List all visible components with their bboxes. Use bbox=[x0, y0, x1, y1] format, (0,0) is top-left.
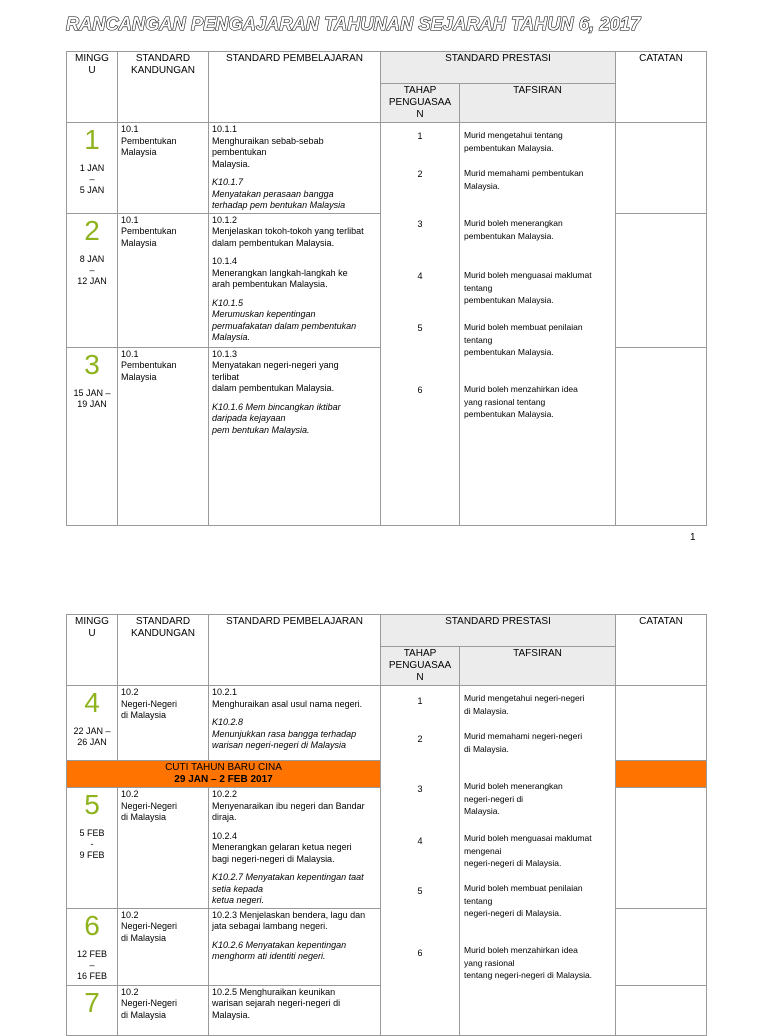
week-row bbox=[67, 686, 707, 761]
standard-pembelajaran-cell bbox=[209, 347, 381, 525]
document-title: RANCANGAN PENGAJARAN TAHUNAN SEJARAH TAHUN 6, 2017 bbox=[66, 14, 641, 34]
tahap-level: 2 bbox=[417, 169, 423, 179]
standard-pembelajaran-cell bbox=[209, 788, 381, 909]
tafsiran-item: Murid boleh menguasai maklumat mengenai negeri-negeri di Malaysia. bbox=[464, 833, 592, 868]
header-catatan: CATATAN bbox=[616, 52, 707, 123]
week-dates: 1 JAN – 5 JAN bbox=[79, 163, 105, 195]
holiday-banner bbox=[67, 761, 381, 788]
tafsiran-item: Murid boleh menzahirkan idea yang rasional tentang pembentukan Malaysia. bbox=[464, 384, 578, 419]
catatan-cell bbox=[616, 213, 707, 347]
catatan-cell bbox=[616, 788, 707, 909]
tafsiran-item: Murid boleh membuat penilaian tentang negeri-negeri di Malaysia. bbox=[464, 883, 583, 918]
holiday-catatan bbox=[616, 761, 707, 788]
standard-kandungan-cell: 10.1 Pembentukan Malaysia bbox=[118, 123, 209, 214]
minggu-cell bbox=[67, 213, 118, 347]
learning-standard-item: 10.2.5 Menghuraikan keunikan warisan sejarah negeri-negeri di Malaysia. bbox=[212, 986, 341, 1020]
holiday-dates: 29 JAN – 2 FEB 2017 bbox=[174, 774, 273, 785]
week-number: 6 bbox=[84, 909, 100, 941]
standard-kandungan-cell: 10.2 Negeri-Negeri di Malaysia bbox=[118, 908, 209, 985]
minggu-cell bbox=[67, 347, 118, 525]
header-standard-kandungan: STANDARD KANDUNGAN bbox=[118, 52, 209, 123]
minggu-cell bbox=[67, 686, 118, 761]
kemahiran-item: K10.1.6 Mem bincangkan iktibar daripada kejayaan pem bentukan Malaysia. bbox=[212, 401, 341, 435]
tafsiran-item: Murid boleh membuat penilaian tentang pembentukan Malaysia. bbox=[464, 322, 583, 357]
header-standard-kandungan: STANDARD KANDUNGAN bbox=[118, 615, 209, 686]
header-minggu: MINGG U bbox=[67, 615, 118, 686]
week-number: 1 bbox=[84, 124, 100, 155]
week-number: 2 bbox=[84, 214, 100, 246]
tahap-level: 3 bbox=[417, 219, 423, 229]
tafsiran-cell bbox=[460, 123, 616, 526]
plan-table-page-2 bbox=[66, 614, 707, 1036]
tafsiran-item: Murid memahami pembentukan Malaysia. bbox=[464, 168, 584, 191]
holiday-name: CUTI TAHUN BARU CINA bbox=[165, 762, 282, 773]
learning-standard-item: 10.2.4 Menerangkan gelaran ketua negeri bagi negeri-negeri di Malaysia. bbox=[212, 830, 352, 864]
standard-kandungan-cell: 10.2 Negeri-Negeri di Malaysia bbox=[118, 985, 209, 1035]
header-tafsiran: TAFSIRAN bbox=[460, 84, 616, 123]
standard-kandungan-cell: 10.1 Pembentukan Malaysia bbox=[118, 213, 209, 347]
standard-kandungan-cell: 10.1 Pembentukan Malaysia bbox=[118, 347, 209, 525]
tahap-level: 5 bbox=[417, 886, 423, 896]
header-tahap-penguasaan: TAHAP PENGUASAA N bbox=[381, 647, 460, 686]
standard-pembelajaran-cell bbox=[209, 908, 381, 985]
minggu-cell bbox=[67, 788, 118, 909]
minggu-cell bbox=[67, 908, 118, 985]
tahap-level: 6 bbox=[417, 948, 423, 958]
catatan-cell bbox=[616, 686, 707, 761]
catatan-cell bbox=[616, 123, 707, 214]
kemahiran-item: K10.1.5 Merumuskan kepentingan permuafakatan dalam pembentukan Malaysia. bbox=[212, 297, 357, 342]
learning-standard-item: 10.1.1 Menghuraikan sebab-sebab pembentukan Malaysia. bbox=[212, 124, 324, 169]
standard-kandungan-cell: 10.2 Negeri-Negeri di Malaysia bbox=[118, 788, 209, 909]
kemahiran-item: K10.1.7 Menyatakan perasaan bangga terhadap pem bentukan Malaysia bbox=[212, 177, 346, 210]
standard-pembelajaran-cell bbox=[209, 686, 381, 761]
header-catatan: CATATAN bbox=[616, 615, 707, 686]
header-tahap-penguasaan: TAHAP PENGUASAA N bbox=[381, 84, 460, 123]
week-number: 7 bbox=[84, 986, 100, 1018]
learning-standard-item: 10.2.3 Menjelaskan bendera, lagu dan jata sebagai lambang negeri. bbox=[212, 909, 366, 931]
tahap-level: 4 bbox=[417, 271, 423, 281]
learning-standard-item: 10.1.3 Menyatakan negeri-negeri yang terlibat dalam pembentukan Malaysia. bbox=[212, 348, 339, 393]
tahap-level: 1 bbox=[417, 696, 423, 706]
header-standard-prestasi: STANDARD PRESTASI bbox=[381, 52, 616, 84]
tafsiran-item: Murid boleh menguasai maklumat tentang pembentukan Malaysia. bbox=[464, 270, 592, 305]
page-number: 1 bbox=[690, 532, 696, 543]
tahap-penguasaan-cell bbox=[381, 123, 460, 526]
plan-table-page-1 bbox=[66, 51, 707, 526]
header-standard-pembelajaran: STANDARD PEMBELAJARAN bbox=[209, 615, 381, 686]
week-dates: 5 FEB - 9 FEB bbox=[79, 828, 105, 860]
tahap-penguasaan-cell bbox=[381, 686, 460, 1036]
catatan-cell bbox=[616, 347, 707, 525]
week-row bbox=[67, 123, 707, 214]
header-tafsiran: TAFSIRAN bbox=[460, 647, 616, 686]
week-number: 3 bbox=[84, 348, 100, 380]
header-standard-pembelajaran: STANDARD PEMBELAJARAN bbox=[209, 52, 381, 123]
learning-standard-item: 10.1.4 Menerangkan langkah-langkah ke arah pembentukan Malaysia. bbox=[212, 256, 348, 289]
tahap-level: 3 bbox=[417, 784, 423, 794]
tafsiran-cell bbox=[460, 686, 616, 1036]
learning-standard-item: 10.2.1 Menghuraikan asal usul nama negeri. bbox=[212, 687, 363, 709]
tafsiran-item: Murid mengetahui negeri-negeri di Malaysia. bbox=[464, 693, 585, 716]
tahap-level: 6 bbox=[417, 385, 423, 395]
standard-pembelajaran-cell bbox=[209, 213, 381, 347]
header-minggu: MINGG U bbox=[67, 52, 118, 123]
week-dates: 22 JAN – 26 JAN bbox=[73, 726, 111, 747]
minggu-cell bbox=[67, 123, 118, 214]
kemahiran-item: K10.2.8 Menunjukkan rasa bangga terhadap warisan negeri-negeri di Malaysia bbox=[212, 717, 357, 750]
tafsiran-item: Murid mengetahui tentang pembentukan Malaysia. bbox=[464, 130, 563, 153]
kemahiran-item: K10.2.6 Menyatakan kepentingan menghorm ati identiti negeri. bbox=[212, 939, 347, 961]
week-dates: 15 JAN – 19 JAN bbox=[73, 387, 111, 409]
minggu-cell bbox=[67, 985, 118, 1035]
standard-pembelajaran-cell bbox=[209, 123, 381, 214]
standard-kandungan-cell: 10.2 Negeri-Negeri di Malaysia bbox=[118, 686, 209, 761]
tahap-level: 5 bbox=[417, 323, 423, 333]
tafsiran-item: Murid boleh menerangkan pembentukan Malaysia. bbox=[464, 218, 563, 241]
kemahiran-item: K10.2.7 Menyatakan kepentingan taat setia kepada ketua negeri. bbox=[212, 872, 364, 905]
tahap-level: 1 bbox=[417, 131, 423, 141]
tafsiran-item: Murid boleh menzahirkan idea yang rasional tentang negeri-negeri di Malaysia. bbox=[464, 945, 593, 980]
catatan-cell bbox=[616, 985, 707, 1035]
standard-pembelajaran-cell bbox=[209, 985, 381, 1035]
header-standard-prestasi: STANDARD PRESTASI bbox=[381, 615, 616, 647]
tahap-level: 4 bbox=[417, 836, 423, 846]
learning-standard-item: 10.2.2 Menyenaraikan ibu negeri dan Bandar diraja. bbox=[212, 789, 365, 822]
catatan-cell bbox=[616, 908, 707, 985]
tafsiran-item: Murid boleh menerangkan negeri-negeri di Malaysia. bbox=[464, 781, 563, 816]
week-number: 5 bbox=[84, 789, 100, 820]
week-dates: 8 JAN – 12 JAN bbox=[77, 253, 107, 286]
tahap-level: 2 bbox=[417, 734, 423, 744]
week-dates: 12 FEB – 16 FEB bbox=[76, 948, 107, 981]
learning-standard-item: 10.1.2 Menjelaskan tokoh-tokoh yang terlibat dalam pembentukan Malaysia. bbox=[212, 214, 364, 248]
tafsiran-item: Murid memahami negeri-negeri di Malaysia. bbox=[464, 731, 583, 754]
week-number: 4 bbox=[84, 687, 100, 718]
